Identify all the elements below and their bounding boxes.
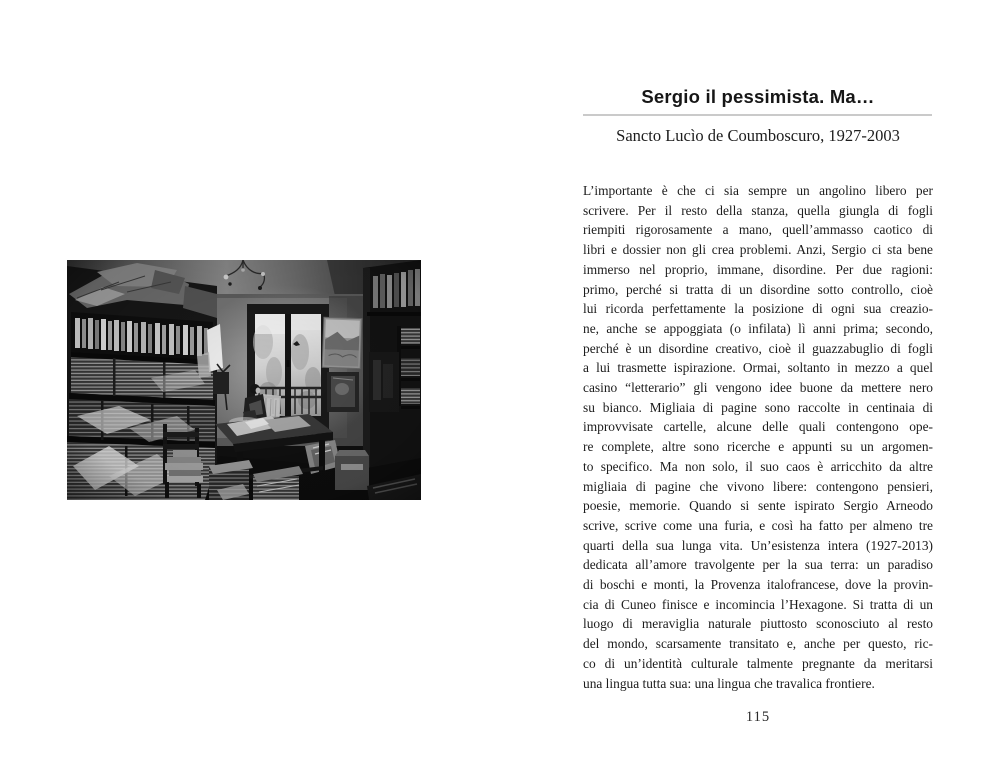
body-line: ne, anche se appoggiata (o infilata) lì anni prima; secondo, (583, 320, 933, 336)
chapter-title: Sergio il pessimista. Ma… (641, 86, 875, 107)
page-number: 115 (745, 709, 771, 725)
title-rule (583, 114, 932, 116)
body-line: del mondo, scarsamente transitato e, anche per questo, ric- (583, 636, 933, 652)
body-line: su bianco. Migliaia di pagine sono raccolte in centinaia di (583, 399, 933, 415)
body-line: di boschi e monti, la Provenza italofrancese, dove la provin- (583, 577, 933, 593)
body-line: casino “letterario” gli vengono idee buone da mettere nero (583, 380, 933, 396)
body-line: cia di Cuneo finisce e incomincia l’Hexagone. Si tratta di un (583, 596, 933, 612)
body-line: improvvisate cartelle, alcune delle quali contengono ope- (583, 419, 933, 435)
study-photo (67, 260, 421, 500)
body-line: co di un’identità culturale talmente pregnante da meritarsi (583, 655, 933, 671)
body-line: dedicata all’amore travolgente per la sua terra: un paradiso (583, 557, 933, 573)
body-line: quarti della sua lunga vita. Un’esistenza intera (1927-2013) (583, 537, 933, 553)
body-line: una lingua tutta sua: una lingua che travalica frontiere. (583, 675, 875, 691)
body-line: L’importante è che ci sia sempre un angolino libero per (583, 183, 933, 198)
body-line: luogo di meraviglia naturale piuttosto sconosciuto al resto (583, 616, 933, 632)
study-photo-graphic (67, 260, 421, 500)
body-line: re complete, altre sono ricerche e appunti su un argomen- (583, 439, 933, 455)
body-line: migliaia di pagine che vivono libere: contengono pensieri, (583, 478, 933, 494)
body-text (583, 181, 933, 693)
body-line: scrive, scrive come una furia, e così ha fatto per almeno tre (583, 517, 933, 533)
body-line: riempiti rigorosamente a mano, quell’ammasso caotico di (583, 222, 933, 238)
body-line: immerso nel proprio, immane, disordine. Per due ragioni: (583, 261, 933, 277)
body-line: a lui trasmette ispirazione. Ormai, soltanto in mezzo a quel (583, 360, 933, 376)
body-line: to specifico. Ma non solo, il suo caos è arricchito da altre (583, 458, 933, 474)
body-line: lui ricorda perfettamente la posizione di ogni sua creazio- (583, 301, 933, 317)
body-line: primo, perché si tratta di un disordine sotto controllo, cioè (583, 281, 933, 297)
body-line: perché è un disordine creativo, cioè il guazzabuglio di fogli (583, 340, 933, 356)
body-line: scrivere. Per il resto della stanza, quella giungla di fogli (583, 202, 933, 218)
body-line: libri e dossier non gli crea problemi. Anzi, Sergio ci sta bene (583, 242, 933, 258)
chapter-subtitle: Sancto Lucìo de Coumboscuro, 1927-2003 (616, 126, 900, 145)
body-line: poesie, memorie. Quando si sente ispirato Sergio Arneodo (583, 498, 933, 514)
